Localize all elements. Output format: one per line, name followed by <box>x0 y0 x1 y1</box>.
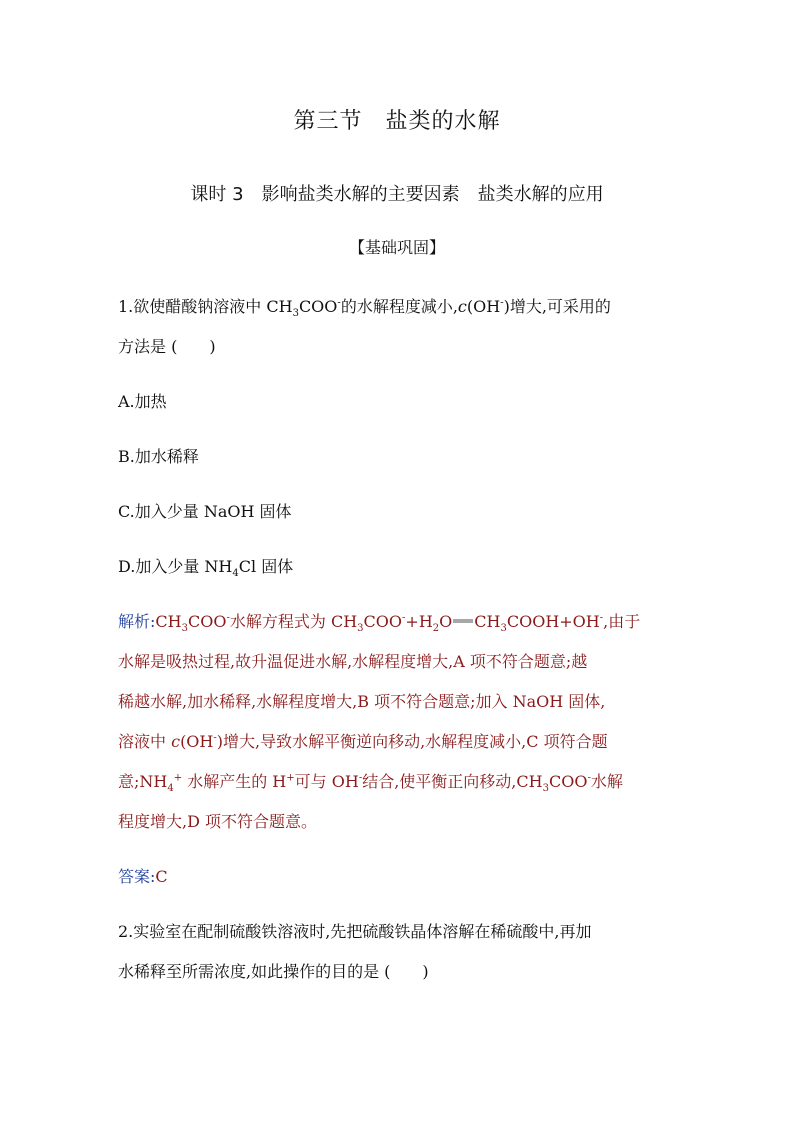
answer-value: C <box>155 867 168 886</box>
analysis-label: 解析: <box>118 612 156 631</box>
question-1-stem-line-2: 方法是 ( ) <box>118 337 216 356</box>
answer-line <box>118 864 168 887</box>
question-2-stem-line-1: 2.实验室在配制硫酸铁溶液时,先把硫酸铁晶体溶解在稀硫酸中,再加 <box>118 922 592 941</box>
analysis-line-4: 溶液中 c(OH-)增大,导致水解平衡逆向移动,水解程度减小,C 项符合题 <box>118 732 608 751</box>
option-d: D.加入少量 $NH_4Cl$ 固体 <box>118 557 294 580</box>
question-2-stem-line-2: 水稀释至所需浓度,如此操作的目的是 ( ) <box>118 962 429 981</box>
option-c: C.加入少量 NaOH 固体 <box>118 502 292 521</box>
lesson-subtitle: 课时 3 影响盐类水解的主要因素 盐类水解的应用 <box>190 184 604 205</box>
analysis-line-3: 稀越水解,加水稀释,水解程度增大,B 项不符合题意;加入 NaOH 固体, <box>118 692 606 711</box>
analysis-line-1: 解析$:CH_3COO^-$水解方程式为 $CH_3COO^-+H_2O$ $CH_3COOH+OH^-$,由于 <box>118 612 641 635</box>
analysis-line-6: 程度增大,D 项不符合题意。 <box>118 812 318 831</box>
analysis-line-5: 意$;NH_4^+$ 水解产生的 H+可与 OH-结合,使平衡正向移动$,CH_3COO^-$水解 <box>118 772 623 795</box>
equilibrium-arrow-icon <box>452 618 474 624</box>
answer-label: 答案: <box>118 867 156 886</box>
page-title: 第三节 盐类的水解 <box>293 109 501 134</box>
question-1-stem-line-1: 1.欲使醋酸钠溶液中 $CH_3COO^-$的水解程度减小,c(OH-)增大,可采用的 <box>118 297 611 320</box>
option-b: B.加水稀释 <box>118 447 199 466</box>
section-heading: 【基础巩固】 <box>348 238 445 257</box>
analysis-line-2: 水解是吸热过程,故升温促进水解,水解程度增大,A 项不符合题意;越 <box>118 652 588 671</box>
option-a: A.加热 <box>118 392 167 411</box>
